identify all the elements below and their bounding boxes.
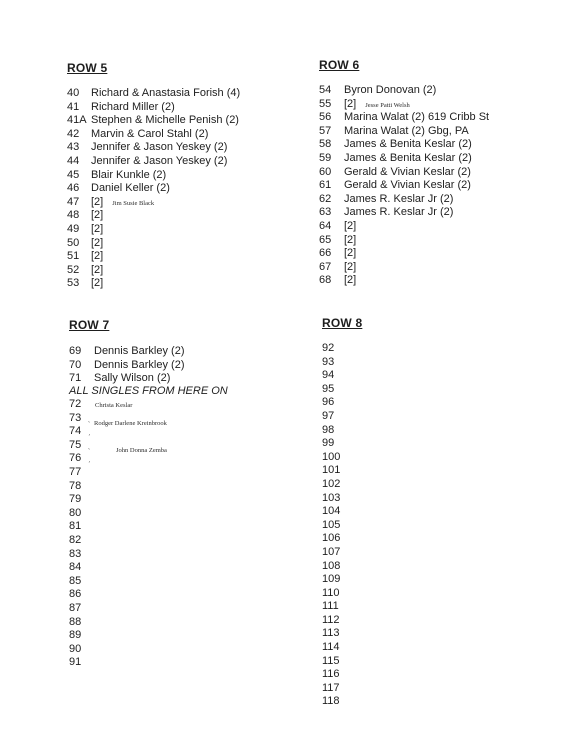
list-item — [322, 695, 352, 709]
handwritten-mark: ˏ — [88, 429, 91, 437]
row-7-list — [69, 398, 132, 670]
seat-number: 90 — [69, 642, 82, 655]
seat-name: Byron Donovan (2) — [344, 84, 437, 96]
list-item — [319, 206, 489, 220]
list-item — [319, 234, 489, 248]
list-item — [69, 398, 132, 412]
list-item — [67, 114, 240, 128]
list-item — [67, 169, 240, 183]
seat-number: 87 — [69, 601, 82, 614]
seat-number: 73 — [69, 411, 82, 424]
seat-number: 62 — [319, 192, 332, 205]
list-item — [322, 519, 352, 533]
seat-number: 100 — [322, 450, 341, 463]
seat-number: 77 — [69, 465, 82, 478]
seat-number: 50 — [67, 236, 80, 249]
seat-number: 51 — [67, 250, 80, 263]
list-item — [322, 573, 352, 587]
list-item — [319, 274, 489, 288]
seat-name: Marina Walat (2) 619 Cribb St — [344, 111, 490, 124]
seat-number: 52 — [67, 263, 80, 276]
list-item — [69, 602, 132, 616]
list-item — [322, 587, 352, 601]
seat-name: James R. Keslar Jr (2) — [344, 206, 454, 219]
seat-name: Jennifer & Jason Yeskey (2) — [91, 154, 228, 167]
seat-number: 83 — [69, 547, 82, 560]
seat-number: 67 — [319, 260, 332, 273]
list-item — [69, 629, 132, 643]
list-item — [322, 356, 352, 370]
list-item — [322, 668, 352, 682]
seat-number: 49 — [67, 222, 80, 235]
seat-number: 88 — [69, 615, 82, 628]
list-item — [319, 261, 489, 275]
handwritten-note: Christa Keslar — [95, 402, 133, 409]
list-item — [67, 264, 240, 278]
handwritten-mark: ˏ — [88, 456, 91, 464]
seat-number: 117 — [322, 681, 340, 694]
seat-name: Marvin & Carol Stahl (2) — [91, 127, 209, 140]
list-item — [67, 141, 240, 155]
seat-number: 99 — [322, 437, 335, 450]
seat-number: 111 — [322, 600, 339, 613]
seat-name: Blair Kunkle (2) — [91, 168, 167, 181]
list-item — [322, 492, 352, 506]
list-item — [322, 641, 352, 655]
list-item — [67, 250, 240, 264]
seat-number: 105 — [322, 518, 341, 531]
seat-name: Marina Walat (2) Gbg, PA — [344, 124, 469, 137]
list-item — [69, 520, 132, 534]
list-item — [69, 359, 184, 373]
seat-name: Richard & Anastasia Forish (4) — [91, 87, 241, 99]
handwritten-note: Jesse Patti Welsh — [365, 101, 410, 109]
list-item — [319, 152, 489, 166]
seat-number: 72 — [69, 398, 82, 410]
seat-number: 81 — [69, 520, 82, 533]
seat-name: [2] — [91, 263, 104, 276]
handwritten-note: Jim Susie Black — [112, 199, 155, 207]
seat-number: 60 — [319, 165, 332, 178]
list-item — [322, 437, 352, 451]
seat-number: 70 — [69, 358, 82, 371]
list-item — [69, 561, 132, 575]
seat-number: 68 — [319, 274, 332, 287]
list-item — [69, 493, 132, 507]
list-item — [69, 480, 132, 494]
seat-name: Richard Miller (2) — [91, 100, 175, 113]
seat-number: 56 — [319, 111, 332, 124]
seat-number: 80 — [69, 506, 82, 519]
seat-number: 113 — [322, 627, 340, 640]
seat-number: 75 — [69, 438, 82, 451]
seat-name: Sally Wilson (2) — [94, 372, 171, 385]
seat-name: [2] — [91, 209, 104, 222]
seat-number: 109 — [322, 573, 341, 586]
seat-number: 69 — [69, 345, 82, 357]
handwritten-mark: ˎ — [88, 415, 91, 423]
seat-number: 84 — [69, 561, 82, 574]
seat-number: 61 — [319, 179, 332, 192]
list-item — [67, 182, 240, 196]
seat-number: 86 — [69, 588, 82, 601]
seat-number: 107 — [322, 545, 341, 558]
list-item — [67, 128, 240, 142]
seat-name: Stephen & Michelle Penish (2) — [91, 114, 239, 127]
list-item — [322, 682, 352, 696]
seat-number: 58 — [319, 138, 332, 151]
seat-name: James R. Keslar Jr (2) — [344, 192, 454, 205]
seat-number: 74 — [69, 425, 82, 438]
seat-number: 66 — [319, 247, 332, 260]
list-item — [322, 424, 352, 438]
row-8-list — [322, 342, 352, 709]
list-item — [319, 179, 489, 193]
seat-number: 54 — [319, 84, 332, 96]
list-item — [319, 220, 489, 234]
seat-name: [2] — [91, 222, 104, 235]
seat-number: 42 — [67, 127, 80, 140]
seat-number: 76 — [69, 452, 82, 465]
seat-number: 46 — [67, 182, 80, 195]
singles-note: ALL SINGLES FROM HERE ON — [69, 385, 228, 397]
list-item — [322, 451, 352, 465]
list-item — [69, 425, 132, 439]
seat-name: Gerald & Vivian Keslar (2) — [344, 179, 471, 192]
seat-number: 65 — [319, 233, 332, 246]
row-5-list — [67, 87, 240, 291]
seat-name: [2] — [91, 250, 104, 263]
list-item — [322, 627, 352, 641]
list-item — [322, 383, 352, 397]
seat-number: 118 — [322, 695, 340, 708]
seat-number: 48 — [67, 209, 80, 222]
handwritten-mark: ˎ — [88, 442, 91, 450]
seat-name: [2] — [344, 219, 357, 232]
seat-name: Daniel Keller (2) — [91, 182, 170, 195]
list-item — [69, 507, 132, 521]
seat-name: [2] — [344, 247, 357, 260]
seat-number: 45 — [67, 168, 80, 181]
list-item — [67, 223, 240, 237]
list-item — [322, 478, 352, 492]
list-item — [67, 87, 240, 101]
list-item — [69, 575, 132, 589]
seat-number: 47 — [67, 195, 80, 208]
list-item — [69, 643, 132, 657]
seat-name: [2] — [344, 233, 357, 246]
list-item — [69, 548, 132, 562]
list-item — [319, 84, 489, 98]
seat-name: James & Benita Keslar (2) — [344, 138, 472, 151]
seat-number: 79 — [69, 493, 82, 506]
seat-name: [2] — [91, 195, 104, 208]
seat-name: James & Benita Keslar (2) — [344, 151, 472, 164]
list-item — [322, 505, 352, 519]
seat-number: 57 — [319, 124, 332, 137]
list-item — [322, 560, 352, 574]
list-item — [322, 532, 352, 546]
seat-number: 93 — [322, 355, 335, 368]
seat-name: Dennis Barkley (2) — [94, 358, 185, 371]
seat-name: Dennis Barkley (2) — [94, 345, 185, 357]
seat-number: 95 — [322, 382, 335, 395]
list-item — [69, 656, 132, 670]
list-item — [319, 247, 489, 261]
row-8-heading: ROW 8 — [322, 316, 363, 330]
row-6-list — [319, 84, 489, 288]
seat-number: 40 — [67, 87, 80, 99]
seat-number: 97 — [322, 409, 335, 422]
handwritten-note-zemba: John Donna Zemba — [116, 447, 167, 454]
seat-number: 104 — [322, 505, 341, 518]
list-item — [322, 410, 352, 424]
seat-number: 98 — [322, 423, 335, 436]
row-5-heading: ROW 5 — [67, 61, 108, 75]
seat-name: [2] — [91, 277, 104, 290]
list-item — [69, 466, 132, 480]
seat-number: 102 — [322, 477, 341, 490]
list-item — [67, 209, 240, 223]
seat-number: 92 — [322, 342, 335, 354]
list-item — [322, 396, 352, 410]
row-6-heading: ROW 6 — [319, 58, 360, 72]
seat-number: 43 — [67, 141, 80, 154]
seat-number: 59 — [319, 151, 332, 164]
seat-number: 96 — [322, 396, 335, 409]
row-7-heading: ROW 7 — [69, 318, 110, 332]
seat-number: 85 — [69, 574, 82, 587]
list-item — [69, 452, 132, 466]
seat-name: [2] — [344, 97, 357, 110]
list-item — [69, 534, 132, 548]
seat-number: 44 — [67, 154, 80, 167]
list-item — [67, 101, 240, 115]
seat-number: 116 — [322, 668, 340, 681]
handwritten-note-kreinbrook: Rodger Darlene Kreinbrook — [94, 420, 167, 427]
seat-number: 78 — [69, 479, 82, 492]
seat-number: 71 — [69, 372, 82, 385]
list-item — [69, 588, 132, 602]
seat-name: Gerald & Vivian Keslar (2) — [344, 165, 471, 178]
list-item — [322, 546, 352, 560]
seat-name: [2] — [91, 236, 104, 249]
list-item — [322, 342, 352, 356]
seat-number: 94 — [322, 369, 335, 382]
seat-number: 114 — [322, 641, 340, 654]
list-item — [322, 614, 352, 628]
list-item — [319, 125, 489, 139]
seat-number: 110 — [322, 586, 340, 599]
seat-number: 82 — [69, 533, 82, 546]
seat-name: [2] — [344, 274, 357, 287]
list-item — [322, 464, 352, 478]
seat-number: 103 — [322, 491, 341, 504]
list-item — [69, 345, 184, 359]
seat-number: 115 — [322, 654, 340, 667]
seat-number: 63 — [319, 206, 332, 219]
list-item — [67, 237, 240, 251]
seat-number: 64 — [319, 219, 332, 232]
list-item — [319, 98, 489, 112]
list-item — [319, 138, 489, 152]
seat-number: 108 — [322, 559, 341, 572]
list-item — [69, 616, 132, 630]
list-item — [67, 155, 240, 169]
list-item — [319, 111, 489, 125]
seat-name: Jennifer & Jason Yeskey (2) — [91, 141, 228, 154]
seat-number: 112 — [322, 613, 340, 626]
list-item — [322, 369, 352, 383]
seat-number: 91 — [69, 656, 82, 669]
list-item — [322, 655, 352, 669]
seat-number: 53 — [67, 277, 80, 290]
list-item — [322, 600, 352, 614]
seat-number: 106 — [322, 532, 341, 545]
list-item — [67, 277, 240, 291]
seat-name: [2] — [344, 260, 357, 273]
seat-number: 41A — [67, 114, 87, 127]
seat-number: 41 — [67, 100, 80, 113]
seat-number: 55 — [319, 97, 332, 110]
list-item — [67, 196, 240, 210]
seat-number: 101 — [322, 464, 341, 477]
list-item — [69, 372, 184, 386]
list-item — [319, 166, 489, 180]
row-7-top-list — [69, 345, 184, 386]
list-item — [319, 193, 489, 207]
seat-number: 89 — [69, 629, 82, 642]
